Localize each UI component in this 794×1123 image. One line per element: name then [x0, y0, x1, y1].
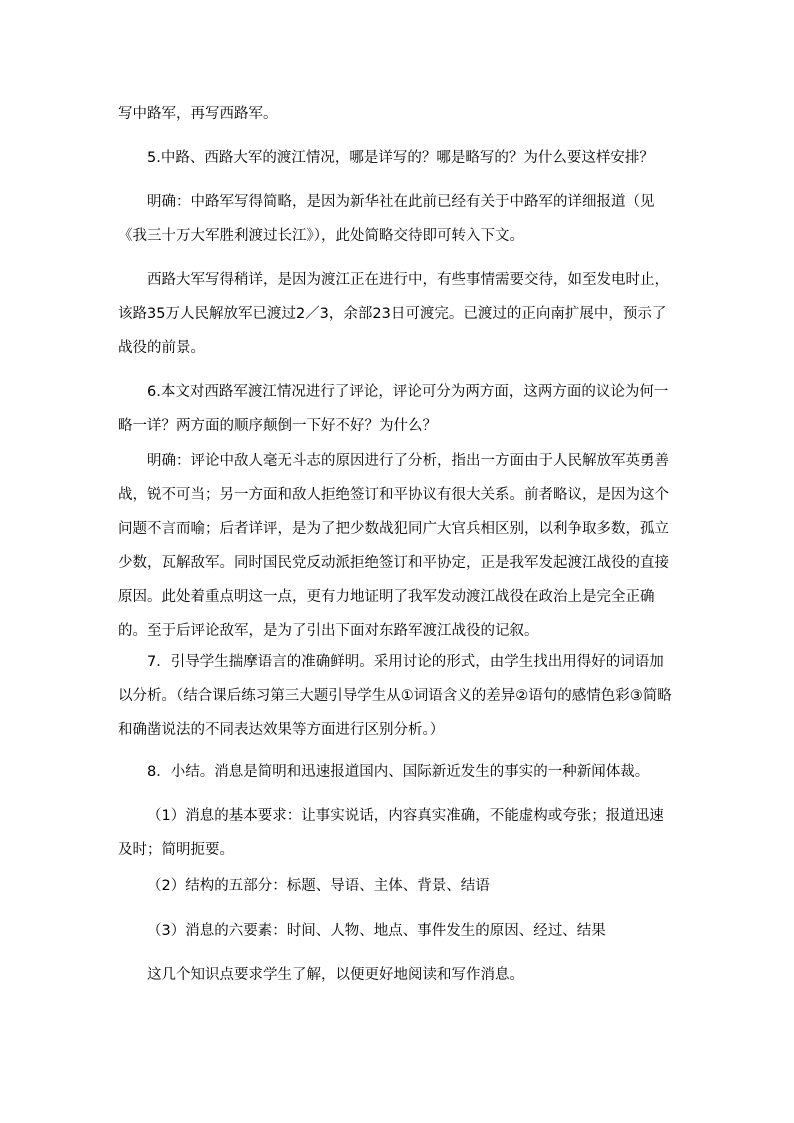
summary-point-2: （2）结构的五部分：标题、导语、主体、背景、结语 — [147, 878, 490, 894]
answer-5-middle-route: 明确：中路军写得简略，是因为新华社在此前已经有关于中路军的详细报道（见《我三十万大军胜利渡过长江》），此处简略交待即可转入下文。 — [118, 194, 655, 244]
summary-point-3: （3）消息的六要素：时间、人物、地点、事件发生的原因、经过、结果 — [147, 923, 606, 939]
summary-point-1: （1）消息的基本要求：让事实说话，内容真实准确，不能虚构或夸张；报道迅速及时；简明扼要。 — [118, 808, 664, 858]
question-5: 5.中路、西路大军的渡江情况，哪是详写的？哪是略写的？为什么要这样安排？ — [147, 150, 654, 166]
answer-6: 明确：评论中敌人毫无斗志的原因进行了分析，指出一方面由于人民解放军英勇善战，锐不可当；另一方面和敌人拒绝签订和平协议有很大关系。前者略议，是因为这个问题不言而喻；后者详评，是为了把少数战犯同广大官兵相区别，以利争取多数，孤立少数，瓦解敌军。同时国民党反动派拒绝签订和平协定，正是我军发起渡江战役的直接原因。此处着重点明这一点，更有力地证明了我军发动渡江战役在政治上是完全正确的。至于后评论敌军，是为了引出下面对东路军渡江战役的记叙。 — [118, 453, 669, 639]
question-6: 6.本文对西路军渡江情况进行了评论，评论可分为两方面，这两方面的议论为何一略一详？两方面的顺序颠倒一下好不好？为什么？ — [118, 384, 669, 434]
item-8-summary: 8．小结。消息是简明和迅速报道国内、国际新近发生的事实的一种新闻体裁。 — [147, 764, 650, 780]
item-7: 7．引导学生揣摩语言的准确鲜明。采用讨论的形式，由学生找出用得好的词语加以分析。（结合课后练习第三大题引导学生从①词语含义的差异②语句的感情色彩③简略和确凿说法的不同表达效果等方面进行区别分析。） — [118, 654, 672, 738]
closing-note: 这几个知识点要求学生了解，以便更好地阅读和写作消息。 — [147, 967, 524, 983]
answer-5-west-route: 西路大军写得稍详，是因为渡江正在进行中，有些事情需要交待，如至发电时止，该路35万人民解放军已渡过2／3，余部23日可渡完。已渡过的正向南扩展中，预示了战役的前景。 — [118, 272, 669, 356]
paragraph-continuation: 写中路军，再写西路军。 — [118, 106, 278, 122]
